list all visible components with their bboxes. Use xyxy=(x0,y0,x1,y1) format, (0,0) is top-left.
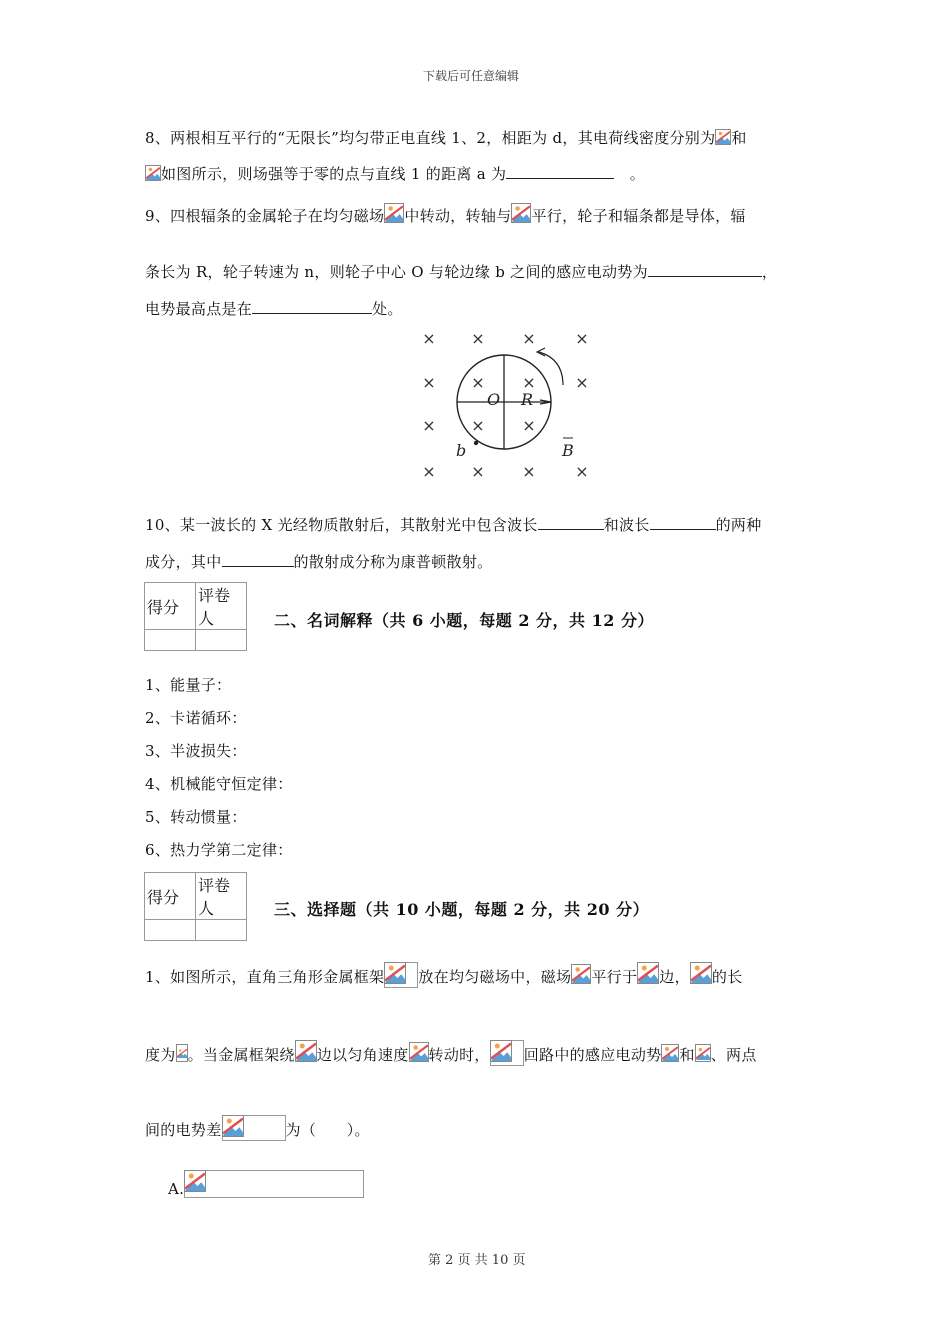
option-A[interactable]: A. xyxy=(168,1170,364,1198)
grader-cell[interactable] xyxy=(196,630,247,651)
grader-label: 评卷人 xyxy=(196,873,247,920)
grader-cell[interactable] xyxy=(196,920,247,941)
wheel-figure xyxy=(415,325,600,485)
term-item: 1、能量子： xyxy=(145,676,232,694)
field-cross: × xyxy=(422,373,436,392)
field-cross: × xyxy=(471,416,485,435)
broken-image-icon xyxy=(511,203,531,223)
score-label: 得分 xyxy=(145,583,196,630)
header-note: 下载后可任意编辑 xyxy=(423,69,520,83)
page-number: 第 2 页 共 10 页 xyxy=(428,1253,526,1268)
s3-q1-line1: 1、如图所示，直角三角形金属框架 放在均匀磁场中，磁场 平行于 边， 的长 xyxy=(145,962,743,988)
broken-image-icon xyxy=(222,1115,244,1137)
broken-image-icon xyxy=(295,1040,317,1062)
q10-line2: 成分，其中 的散射成分称为康普顿散射。 xyxy=(145,553,493,571)
term-item: 2、卡诺循环： xyxy=(145,709,247,727)
broken-image-icon xyxy=(145,165,161,181)
field-cross: × xyxy=(471,373,485,392)
section2-title: 二、名词解释（共 6 小题，每题 2 分，共 12 分） xyxy=(274,611,654,630)
broken-image-icon xyxy=(490,1040,512,1062)
broken-image-icon xyxy=(637,962,659,984)
answer-blank[interactable] xyxy=(538,515,604,530)
field-cross: × xyxy=(522,329,536,348)
answer-blank[interactable] xyxy=(222,552,294,567)
formula-image xyxy=(384,962,418,988)
field-cross: × xyxy=(471,462,485,481)
term-item: 6、热力学第二定律： xyxy=(145,841,293,859)
score-box xyxy=(144,582,247,651)
field-cross: × xyxy=(522,416,536,435)
broken-image-icon xyxy=(184,1170,206,1192)
answer-blank[interactable] xyxy=(650,515,716,530)
score-box xyxy=(144,872,247,941)
field-cross: × xyxy=(422,329,436,348)
field-cross: × xyxy=(422,462,436,481)
score-cell[interactable] xyxy=(145,630,196,651)
field-cross: × xyxy=(522,462,536,481)
formula-image xyxy=(222,1115,286,1141)
label-O: O xyxy=(487,390,501,409)
broken-image-icon xyxy=(384,203,404,223)
label-b: b xyxy=(456,441,467,460)
broken-image-icon xyxy=(571,964,591,984)
broken-image-icon xyxy=(661,1044,679,1062)
label-R: R xyxy=(521,390,534,409)
score-cell[interactable] xyxy=(145,920,196,941)
score-label: 得分 xyxy=(145,873,196,920)
answer-blank[interactable] xyxy=(252,299,372,314)
field-cross: × xyxy=(422,416,436,435)
q8-line1: 8、两根相互平行的“无限长”均匀带正电直线 1、2，相距为 d，其电荷线密度分别为 和 xyxy=(145,129,747,147)
field-cross: × xyxy=(575,329,589,348)
broken-image-icon xyxy=(409,1042,429,1062)
field-cross: × xyxy=(575,462,589,481)
field-cross: × xyxy=(471,329,485,348)
grader-label: 评卷人 xyxy=(196,583,247,630)
rotation-arrow xyxy=(539,352,563,385)
q9-line1: 9、四根辐条的金属轮子在均匀磁场 中转动，转轴与 平行，轮子和辐条都是导体，辐 xyxy=(145,203,746,226)
q9-line2: 条长为 R，轮子转速为 n，则轮子中心 O 与轮边缘 b 之间的感应电动势为 ， xyxy=(145,263,778,281)
broken-image-icon xyxy=(384,962,406,984)
term-item: 5、转动惯量： xyxy=(145,808,247,826)
option-A-image xyxy=(184,1170,364,1198)
field-cross: × xyxy=(522,373,536,392)
broken-image-icon xyxy=(715,129,731,145)
broken-image-icon xyxy=(690,962,712,984)
broken-image-icon xyxy=(176,1044,188,1062)
s3-q1-line3: 间的电势差 为（ ）。 xyxy=(145,1115,370,1141)
answer-blank[interactable] xyxy=(506,164,614,179)
term-item: 3、半波损失： xyxy=(145,742,247,760)
field-cross: × xyxy=(575,373,589,392)
point-b xyxy=(474,441,478,445)
q10-line1: 10、某一波长的 X 光经物质散射后，其散射光中包含波长 和波长 的两种 xyxy=(145,516,762,534)
s3-q1-line2: 度为 。当金属框架绕 边以匀角速度 转动时， 回路中的感应电动势 和 、两点 xyxy=(145,1040,757,1066)
section3-title: 三、选择题（共 10 小题，每题 2 分，共 20 分） xyxy=(274,900,650,919)
q8-line2: 如图所示，则场强等于零的点与直线 1 的距离 a 为 。 xyxy=(145,163,645,184)
label-B: B xyxy=(562,441,574,460)
q9-line3: 电势最高点是在 处。 xyxy=(145,300,403,318)
answer-blank[interactable] xyxy=(648,262,762,277)
term-item: 4、机械能守恒定律： xyxy=(145,775,293,793)
formula-image xyxy=(490,1040,524,1066)
broken-image-icon xyxy=(695,1044,711,1062)
